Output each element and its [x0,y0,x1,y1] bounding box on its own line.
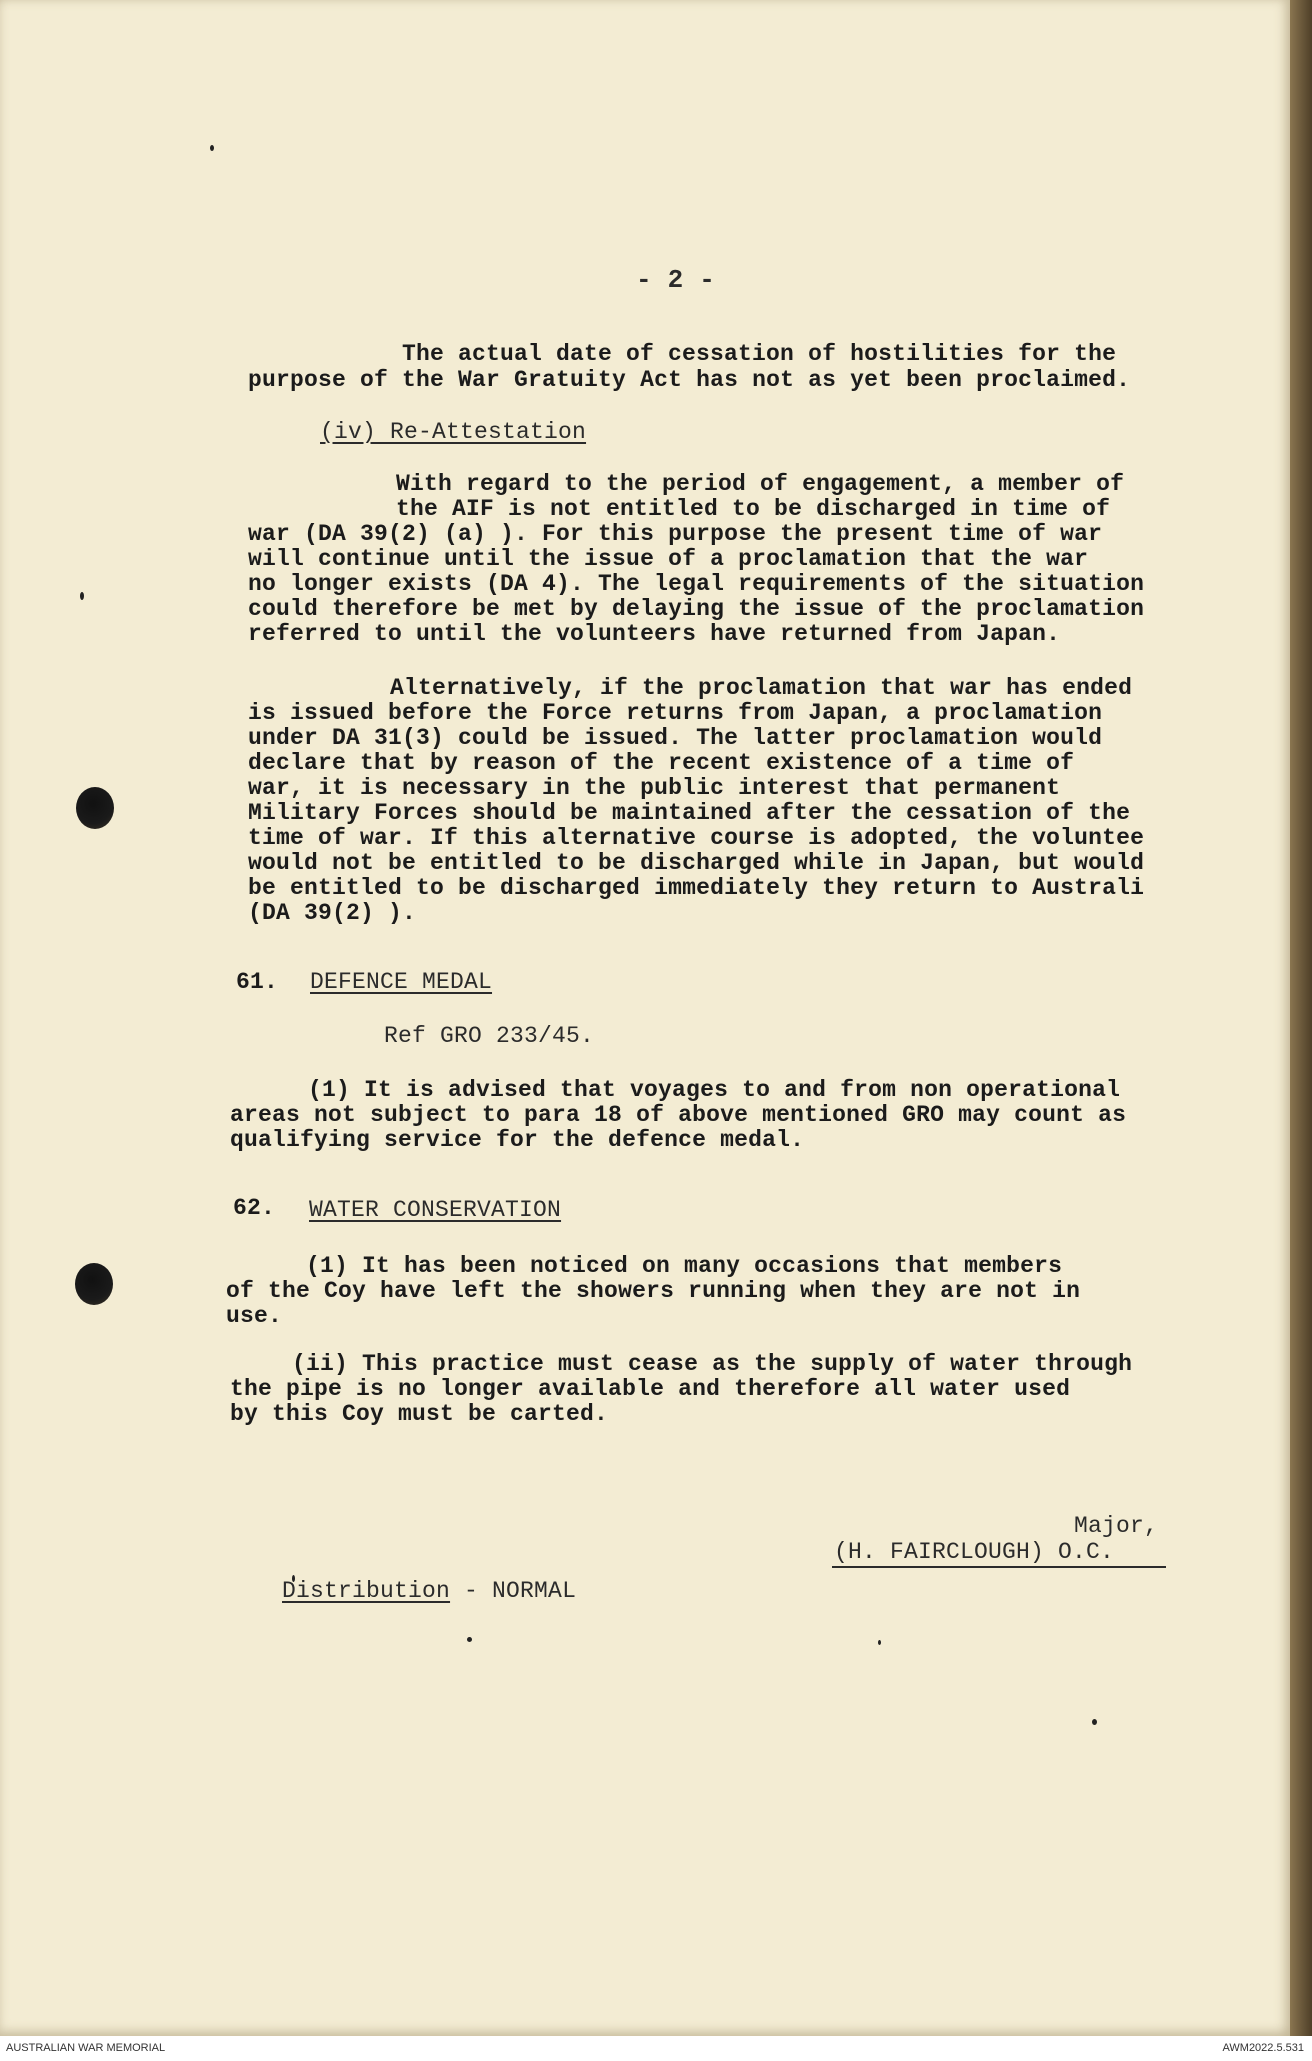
footer-credit: AUSTRALIAN WAR MEMORIAL [6,2042,166,2054]
punch-hole-top [76,787,114,829]
para-line: (ii) This practice must cease as the supply of water through [292,1351,1133,1377]
para-line: of the Coy have left the showers running when they are not in [226,1278,1081,1304]
para-line: (1) It is advised that voyages to and from non operational [308,1077,1121,1103]
para-line: (1) It has been noticed on many occasions that members [306,1253,1063,1279]
para-line: would not be entitled to be discharged while in Japan, but would [248,850,1145,876]
punch-hole-bottom [75,1263,113,1305]
speck [878,1640,881,1645]
speck [80,592,84,600]
speck [1092,1719,1097,1725]
para-line: Military Forces should be maintained after the cessation of the [248,800,1131,826]
page-edge-shadow [1290,0,1312,2036]
distribution-label-text: Distribution [282,1578,451,1604]
para-line: under DA 31(3) could be issued. The latter proclamation would [248,725,1103,751]
intro-line-1: The actual date of cessation of hostilities for the [402,341,1117,367]
para-line: be entitled to be discharged immediately they return to Australi [248,875,1145,901]
signature-line [832,1566,1166,1568]
para-line: use. [226,1303,283,1329]
section-62-number: 62. [233,1195,276,1221]
intro-line-2: purpose of the War Gratuity Act has not as yet been proclaimed. [248,367,1131,393]
para-line: areas not subject to para 18 of above mentioned GRO may count as [230,1102,1127,1128]
section-61-ref: Ref GRO 233/45. [384,1023,595,1049]
para-line: referred to until the volunteers have returned from Japan. [248,621,1061,647]
para-line: qualifying service for the defence medal. [230,1127,805,1153]
para-line: by this Coy must be carted. [230,1401,609,1427]
footer-bar [0,2036,1312,2061]
section-61-number: 61. [236,969,279,995]
speck [467,1637,472,1642]
para-line: (DA 39(2) ). [248,900,417,926]
para-line: is issued before the Force returns from Japan, a proclamation [248,700,1103,726]
section-61-heading: DEFENCE MEDAL [310,969,493,995]
para-line: will continue until the issue of a proclamation that the war [248,546,1089,572]
section-iv-heading: (iv) Re-Attestation [320,419,587,445]
para-line: war, it is necessary in the public interest that permanent [248,775,1061,801]
speck [210,145,214,151]
para-line: declare that by reason of the recent existence of a time of [248,750,1075,776]
distribution-label [226,1554,576,1629]
para-line: With regard to the period of engagement, a member of [396,471,1125,497]
signature-name: (H. FAIRCLOUGH) O.C. [834,1539,1115,1565]
page-number: - 2 - [636,265,716,295]
para-line: time of war. If this alternative course is adopted, the voluntee [248,825,1145,851]
para-line: no longer exists (DA 4). The legal requirements of the situation [248,571,1145,597]
signature-rank: Major, [1074,1513,1159,1539]
para-line: Alternatively, if the proclamation that war has ended [390,675,1133,701]
footer-accession-number: AWM2022.5.531 [1222,2042,1304,2054]
para-line: the AIF is not entitled to be discharged in time of [396,496,1111,522]
distribution-value: - NORMAL [464,1578,577,1604]
para-line: war (DA 39(2) (a) ). For this purpose the present time of war [248,521,1103,547]
section-62-heading: WATER CONSERVATION [309,1197,562,1223]
para-line: could therefore be met by delaying the issue of the proclamation [248,596,1145,622]
para-line: the pipe is no longer available and therefore all water used [230,1376,1071,1402]
